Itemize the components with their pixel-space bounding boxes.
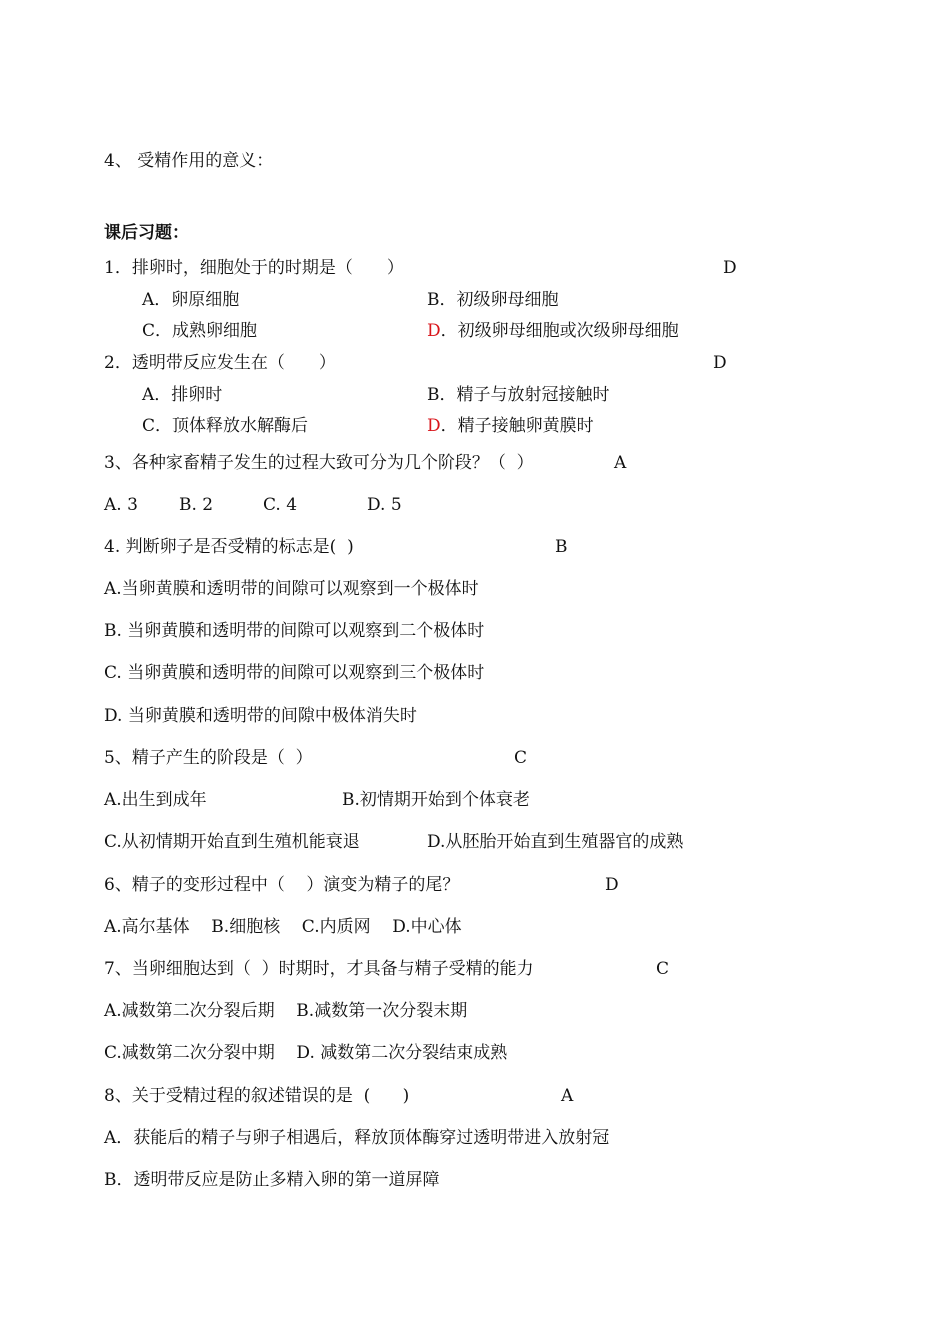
option-b: B. 2 bbox=[179, 495, 214, 515]
answer-key: C bbox=[656, 959, 670, 979]
option-d-letter: D bbox=[427, 416, 441, 436]
options-cd: C.减数第二次分裂中期 D. 减数第二次分裂结束成熟 bbox=[104, 1043, 508, 1063]
question-stem: 8、关于受精过程的叙述错误的是 ( ) bbox=[104, 1086, 410, 1106]
section-4-heading: 4、 受精作用的意义： bbox=[104, 151, 274, 171]
answer-key: D bbox=[605, 875, 619, 895]
option-a: A.出生到成年 bbox=[104, 790, 207, 810]
option-b: B．透明带反应是防止多精入卵的第一道屏障 bbox=[104, 1170, 440, 1190]
option-a: A．卵原细胞 bbox=[142, 290, 240, 310]
option-c: C．成熟卵细胞 bbox=[142, 321, 258, 341]
option-b: B. 当卵黄膜和透明带的间隙可以观察到二个极体时 bbox=[104, 621, 485, 641]
option-b: B．初级卵母细胞 bbox=[427, 290, 559, 310]
answer-key: D bbox=[723, 258, 737, 278]
option-c: C．顶体释放水解酶后 bbox=[142, 416, 309, 436]
question-stem: 7、当卵细胞达到（ ）时期时，才具备与精子受精的能力 bbox=[104, 959, 534, 979]
options-ab: A.减数第二次分裂后期 B.减数第一次分裂末期 bbox=[104, 1001, 468, 1021]
options-line: A.高尔基体 B.细胞核 C.内质网 D.中心体 bbox=[104, 917, 462, 937]
option-a: A.当卵黄膜和透明带的间隙可以观察到一个极体时 bbox=[104, 579, 479, 599]
question-stem: 1．排卵时，细胞处于的时期是（ ） bbox=[104, 258, 404, 278]
option-a: A．排卵时 bbox=[142, 385, 223, 405]
option-d: D. 5 bbox=[367, 495, 402, 515]
option-b: B．精子与放射冠接触时 bbox=[427, 385, 610, 405]
answer-key: A bbox=[561, 1086, 574, 1106]
option-d-text: ．精子接触卵黄膜时 bbox=[440, 416, 594, 436]
option-d: D.从胚胎开始直到生殖器官的成熟 bbox=[427, 832, 684, 852]
question-stem: 3、各种家畜精子发生的过程大致可分为几个阶段？（ ） bbox=[104, 453, 534, 473]
question-stem: 5、精子产生的阶段是（ ） bbox=[104, 748, 313, 768]
option-a: A. 3 bbox=[104, 495, 138, 515]
question-stem: 2．透明带反应发生在（ ） bbox=[104, 353, 336, 373]
option-c: C. 当卵黄膜和透明带的间隙可以观察到三个极体时 bbox=[104, 663, 485, 683]
option-d-text: ．初级卵母细胞或次级卵母细胞 bbox=[440, 321, 679, 341]
option-c: C. 4 bbox=[263, 495, 298, 515]
question-stem: 6、精子的变形过程中（ ）演变为精子的尾？ bbox=[104, 875, 460, 895]
option-d bbox=[427, 415, 594, 437]
answer-key: C bbox=[514, 748, 528, 768]
option-d bbox=[427, 320, 679, 342]
answer-key: D bbox=[713, 353, 727, 373]
answer-key: B bbox=[555, 537, 568, 557]
exercises-heading: 课后习题： bbox=[104, 223, 189, 243]
answer-key: A bbox=[614, 453, 627, 473]
option-d-letter: D bbox=[427, 321, 441, 341]
question-stem: 4. 判断卵子是否受精的标志是( ) bbox=[104, 537, 354, 557]
option-c: C.从初情期开始直到生殖机能衰退 bbox=[104, 832, 360, 852]
option-b: B.初情期开始到个体衰老 bbox=[342, 790, 530, 810]
option-a: A．获能后的精子与卵子相遇后，释放顶体酶穿过透明带进入放射冠 bbox=[104, 1128, 610, 1148]
option-d: D. 当卵黄膜和透明带的间隙中极体消失时 bbox=[104, 706, 417, 726]
